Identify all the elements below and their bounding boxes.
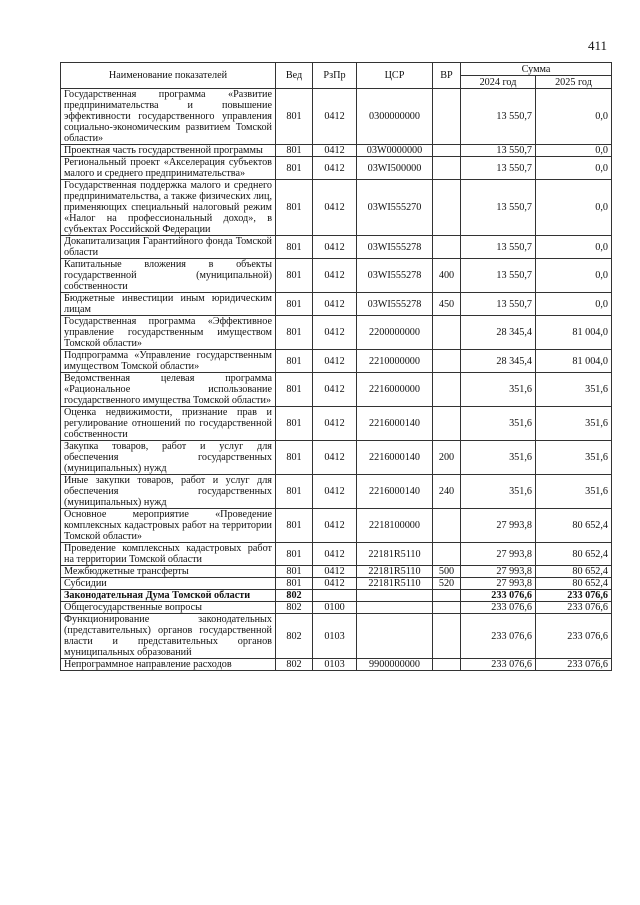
cell-vr xyxy=(433,509,461,543)
cell-vr xyxy=(433,145,461,157)
cell-rzpr: 0412 xyxy=(313,157,357,180)
table-body xyxy=(61,89,612,671)
cell-vr: 240 xyxy=(433,475,461,509)
cell-y2025: 351,6 xyxy=(536,475,612,509)
cell-vr: 500 xyxy=(433,566,461,578)
cell-ved: 802 xyxy=(276,590,313,602)
cell-name: Проведение комплексных кадастровых работ на территории Томской области xyxy=(61,543,276,566)
table-row xyxy=(61,259,612,293)
cell-y2024: 351,6 xyxy=(461,441,536,475)
cell-csr xyxy=(357,602,433,614)
cell-y2024: 13 550,7 xyxy=(461,157,536,180)
cell-y2024: 233 076,6 xyxy=(461,659,536,671)
cell-csr xyxy=(357,614,433,659)
cell-ved: 801 xyxy=(276,180,313,236)
header-rzpr: РзПр xyxy=(313,63,357,89)
cell-y2025: 0,0 xyxy=(536,293,612,316)
header-csr: ЦСР xyxy=(357,63,433,89)
cell-vr xyxy=(433,373,461,407)
cell-y2025: 233 076,6 xyxy=(536,590,612,602)
cell-y2024: 13 550,7 xyxy=(461,236,536,259)
cell-vr xyxy=(433,316,461,350)
cell-y2024: 13 550,7 xyxy=(461,293,536,316)
cell-csr: 9900000000 xyxy=(357,659,433,671)
cell-ved: 801 xyxy=(276,475,313,509)
cell-vr xyxy=(433,236,461,259)
cell-vr xyxy=(433,543,461,566)
table-row xyxy=(61,373,612,407)
cell-name: Основное мероприятие «Проведение комплексных кадастровых работ на территории Томской области» xyxy=(61,509,276,543)
cell-rzpr: 0412 xyxy=(313,475,357,509)
cell-vr xyxy=(433,590,461,602)
header-ved: Вед xyxy=(276,63,313,89)
table-row xyxy=(61,614,612,659)
cell-rzpr: 0412 xyxy=(313,407,357,441)
table-row xyxy=(61,89,612,145)
cell-y2025: 0,0 xyxy=(536,145,612,157)
cell-y2025: 81 004,0 xyxy=(536,350,612,373)
cell-rzpr: 0412 xyxy=(313,180,357,236)
table-row xyxy=(61,236,612,259)
cell-y2025: 233 076,6 xyxy=(536,659,612,671)
cell-csr: 2216000140 xyxy=(357,441,433,475)
table-row xyxy=(61,157,612,180)
cell-name: Государственная программа «Эффективное управление государственным имуществом Томской области» xyxy=(61,316,276,350)
table-row xyxy=(61,293,612,316)
cell-rzpr xyxy=(313,590,357,602)
header-2024: 2024 год xyxy=(461,76,536,89)
header-vr: ВР xyxy=(433,63,461,89)
cell-y2024: 233 076,6 xyxy=(461,602,536,614)
cell-y2025: 233 076,6 xyxy=(536,614,612,659)
cell-y2024: 13 550,7 xyxy=(461,145,536,157)
table-row xyxy=(61,180,612,236)
cell-y2024: 28 345,4 xyxy=(461,350,536,373)
cell-ved: 801 xyxy=(276,509,313,543)
cell-y2024: 28 345,4 xyxy=(461,316,536,350)
cell-csr: 03WI555278 xyxy=(357,293,433,316)
cell-vr xyxy=(433,180,461,236)
cell-vr xyxy=(433,614,461,659)
cell-csr: 22181R5110 xyxy=(357,578,433,590)
header-sum: Сумма xyxy=(461,63,612,76)
cell-name: Общегосударственные вопросы xyxy=(61,602,276,614)
cell-rzpr: 0412 xyxy=(313,259,357,293)
cell-ved: 801 xyxy=(276,236,313,259)
cell-y2024: 27 993,8 xyxy=(461,543,536,566)
budget-table xyxy=(60,62,612,671)
cell-y2025: 233 076,6 xyxy=(536,602,612,614)
cell-vr: 520 xyxy=(433,578,461,590)
cell-name: Капитальные вложения в объекты государственной (муниципальной) собственности xyxy=(61,259,276,293)
cell-ved: 801 xyxy=(276,157,313,180)
page-number: 411 xyxy=(588,38,608,53)
table-row xyxy=(61,602,612,614)
table-row xyxy=(61,407,612,441)
cell-ved: 801 xyxy=(276,407,313,441)
cell-name: Ведомственная целевая программа «Рациональное использование государственного имущества Томской области» xyxy=(61,373,276,407)
cell-vr xyxy=(433,350,461,373)
cell-vr xyxy=(433,602,461,614)
header-2025: 2025 год xyxy=(536,76,612,89)
cell-y2025: 0,0 xyxy=(536,236,612,259)
cell-ved: 801 xyxy=(276,566,313,578)
cell-name: Закупка товаров, работ и услуг для обеспечения государственных (муниципальных) нужд xyxy=(61,441,276,475)
cell-csr: 2216000140 xyxy=(357,407,433,441)
table-row xyxy=(61,145,612,157)
cell-ved: 802 xyxy=(276,614,313,659)
cell-rzpr: 0412 xyxy=(313,145,357,157)
cell-rzpr: 0412 xyxy=(313,578,357,590)
cell-y2025: 80 652,4 xyxy=(536,509,612,543)
cell-rzpr: 0100 xyxy=(313,602,357,614)
cell-rzpr: 0412 xyxy=(313,350,357,373)
cell-y2024: 351,6 xyxy=(461,475,536,509)
cell-csr: 2200000000 xyxy=(357,316,433,350)
cell-ved: 801 xyxy=(276,578,313,590)
cell-csr: 03WI555270 xyxy=(357,180,433,236)
cell-y2024: 27 993,8 xyxy=(461,578,536,590)
cell-y2025: 351,6 xyxy=(536,441,612,475)
cell-y2025: 0,0 xyxy=(536,180,612,236)
cell-rzpr: 0412 xyxy=(313,543,357,566)
cell-vr: 200 xyxy=(433,441,461,475)
cell-name: Государственная поддержка малого и среднего предпринимательства, а также физических лиц, применяющих специальный налоговый режим «Налог на профессиональный доход», в субъектах Российской Федерации xyxy=(61,180,276,236)
cell-ved: 801 xyxy=(276,89,313,145)
cell-ved: 801 xyxy=(276,293,313,316)
table-row xyxy=(61,578,612,590)
cell-y2025: 351,6 xyxy=(536,373,612,407)
cell-y2025: 0,0 xyxy=(536,89,612,145)
cell-ved: 801 xyxy=(276,259,313,293)
table-row xyxy=(61,543,612,566)
cell-ved: 801 xyxy=(276,373,313,407)
cell-rzpr: 0412 xyxy=(313,509,357,543)
cell-csr: 2216000140 xyxy=(357,475,433,509)
cell-csr: 2210000000 xyxy=(357,350,433,373)
cell-ved: 802 xyxy=(276,602,313,614)
cell-name: Иные закупки товаров, работ и услуг для обеспечения государственных (муниципальных) нужд xyxy=(61,475,276,509)
cell-vr xyxy=(433,407,461,441)
cell-csr: 0300000000 xyxy=(357,89,433,145)
cell-rzpr: 0412 xyxy=(313,373,357,407)
cell-y2025: 0,0 xyxy=(536,157,612,180)
table-row xyxy=(61,566,612,578)
cell-y2025: 81 004,0 xyxy=(536,316,612,350)
cell-rzpr: 0412 xyxy=(313,293,357,316)
cell-rzpr: 0103 xyxy=(313,659,357,671)
cell-y2024: 351,6 xyxy=(461,373,536,407)
table-row xyxy=(61,509,612,543)
cell-csr: 03WI555278 xyxy=(357,259,433,293)
cell-rzpr: 0412 xyxy=(313,566,357,578)
cell-y2025: 80 652,4 xyxy=(536,578,612,590)
cell-rzpr: 0412 xyxy=(313,89,357,145)
cell-name: Оценка недвижимости, признание прав и регулирование отношений по государственной собственности xyxy=(61,407,276,441)
cell-vr: 400 xyxy=(433,259,461,293)
cell-name: Межбюджетные трансферты xyxy=(61,566,276,578)
cell-name: Законодательная Дума Томской области xyxy=(61,590,276,602)
table-row xyxy=(61,590,612,602)
cell-vr xyxy=(433,89,461,145)
cell-csr: 2218100000 xyxy=(357,509,433,543)
table-row xyxy=(61,475,612,509)
cell-y2025: 80 652,4 xyxy=(536,566,612,578)
cell-y2025: 351,6 xyxy=(536,407,612,441)
cell-csr: 03WI555278 xyxy=(357,236,433,259)
cell-csr: 22181R5110 xyxy=(357,566,433,578)
cell-y2024: 13 550,7 xyxy=(461,89,536,145)
cell-name: Субсидии xyxy=(61,578,276,590)
cell-name: Региональный проект «Акселерация субъектов малого и среднего предпринимательства» xyxy=(61,157,276,180)
cell-vr: 450 xyxy=(433,293,461,316)
cell-ved: 801 xyxy=(276,316,313,350)
cell-csr: 03WI500000 xyxy=(357,157,433,180)
cell-name: Непрограммное направление расходов xyxy=(61,659,276,671)
cell-name: Функционирование законодательных (представительных) органов государственной власти и представительных органов муниципальных образований xyxy=(61,614,276,659)
cell-name: Проектная часть государственной программы xyxy=(61,145,276,157)
cell-ved: 801 xyxy=(276,145,313,157)
cell-y2024: 13 550,7 xyxy=(461,259,536,293)
cell-y2024: 233 076,6 xyxy=(461,590,536,602)
cell-rzpr: 0412 xyxy=(313,316,357,350)
cell-name: Подпрограмма «Управление государственным имуществом Томской области» xyxy=(61,350,276,373)
table-row xyxy=(61,659,612,671)
table-row xyxy=(61,316,612,350)
cell-csr xyxy=(357,590,433,602)
table-row xyxy=(61,350,612,373)
cell-csr: 03W0000000 xyxy=(357,145,433,157)
cell-y2024: 351,6 xyxy=(461,407,536,441)
cell-csr: 2216000000 xyxy=(357,373,433,407)
cell-y2024: 233 076,6 xyxy=(461,614,536,659)
cell-ved: 801 xyxy=(276,350,313,373)
cell-name: Государственная программа «Развитие предпринимательства и повышение эффективности государственного управления социально-экономическим развитием Томской области» xyxy=(61,89,276,145)
cell-name: Бюджетные инвестиции иным юридическим лицам xyxy=(61,293,276,316)
cell-ved: 801 xyxy=(276,441,313,475)
cell-y2024: 27 993,8 xyxy=(461,566,536,578)
cell-ved: 802 xyxy=(276,659,313,671)
cell-rzpr: 0412 xyxy=(313,236,357,259)
cell-csr: 22181R5110 xyxy=(357,543,433,566)
cell-y2024: 13 550,7 xyxy=(461,180,536,236)
table-row xyxy=(61,441,612,475)
cell-y2025: 80 652,4 xyxy=(536,543,612,566)
header-name: Наименование показателей xyxy=(61,63,276,89)
cell-rzpr: 0412 xyxy=(313,441,357,475)
cell-y2025: 0,0 xyxy=(536,259,612,293)
cell-y2024: 27 993,8 xyxy=(461,509,536,543)
cell-vr xyxy=(433,659,461,671)
cell-rzpr: 0103 xyxy=(313,614,357,659)
cell-ved: 801 xyxy=(276,543,313,566)
cell-name: Докапитализация Гарантийного фонда Томской области xyxy=(61,236,276,259)
cell-vr xyxy=(433,157,461,180)
